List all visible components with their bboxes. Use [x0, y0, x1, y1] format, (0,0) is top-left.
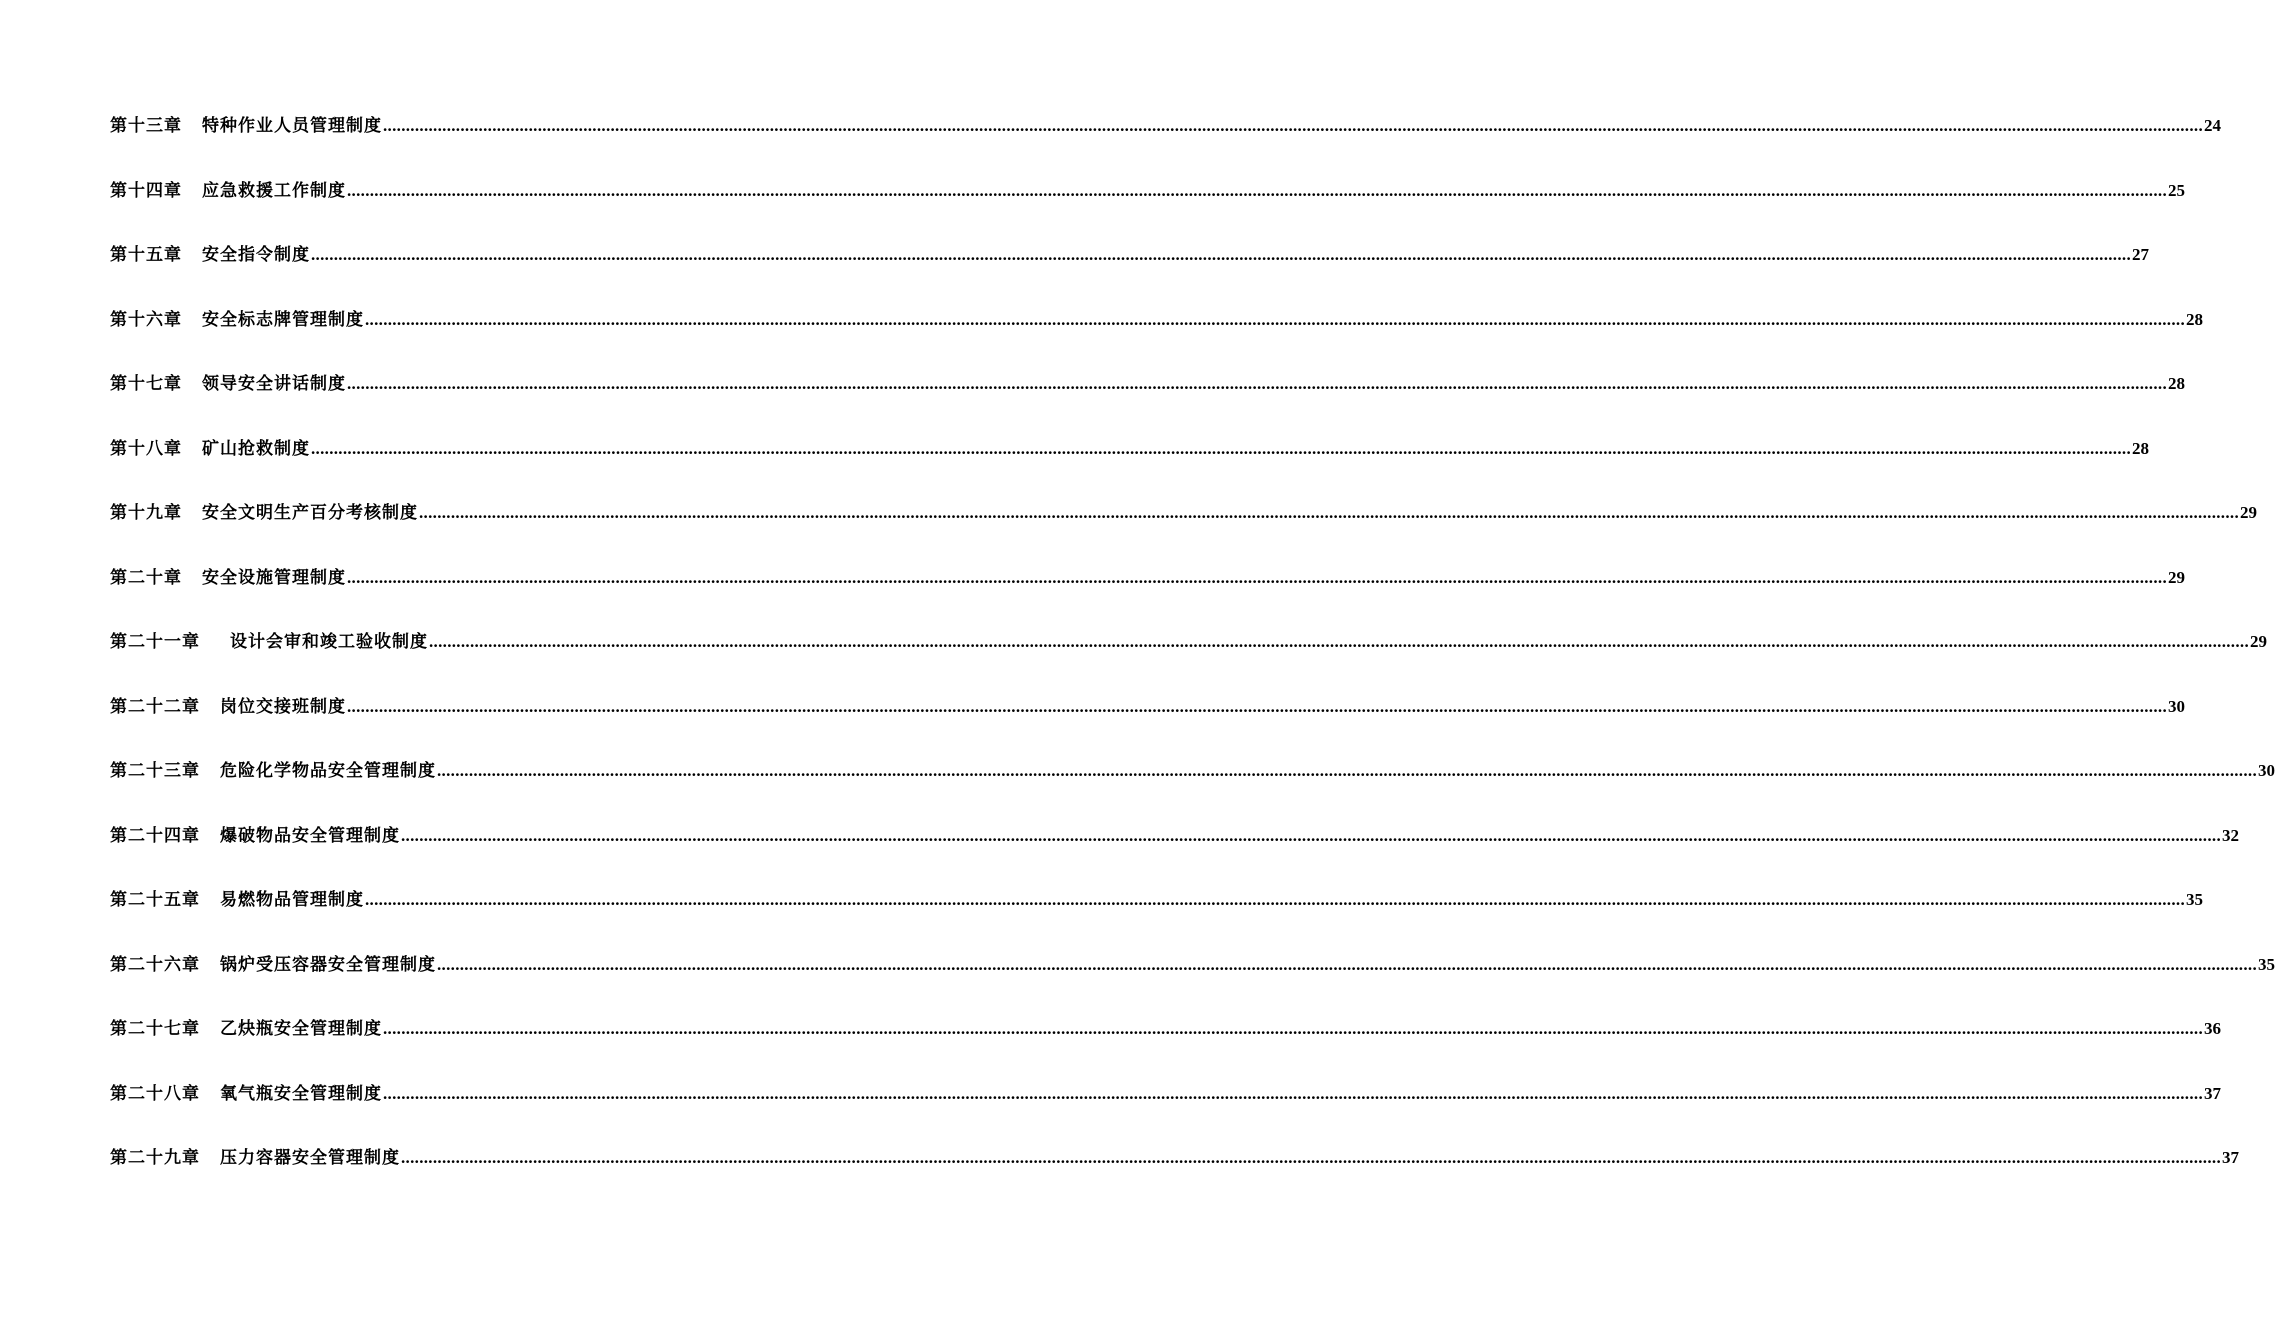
- chapter-title: 安全设施管理制度: [202, 567, 346, 588]
- chapter-number: 第十五章: [110, 245, 182, 265]
- chapter-number: 第二十八章: [110, 1083, 200, 1104]
- chapter-number: 第二十九章: [110, 1148, 200, 1168]
- toc-entry[interactable]: [110, 437, 2149, 502]
- chapter-title: 压力容器安全管理制度: [220, 1148, 400, 1168]
- toc-entry[interactable]: [110, 1017, 2221, 1082]
- chapter-number: 第二十四章: [110, 825, 200, 846]
- chapter-title: 安全指令制度: [202, 245, 310, 265]
- dot-leader: ................................................................................................................................................................................................................................................................................................................................................................................................................: [311, 245, 2131, 264]
- toc-entry[interactable]: [110, 695, 2185, 760]
- chapter-number: 第二十章: [110, 567, 182, 588]
- chapter-title: 应急救援工作制度: [202, 180, 346, 201]
- dot-leader: ................................................................................................................................................................................................................................................................................................................................................................................................................: [383, 1019, 2203, 1038]
- dot-leader: ................................................................................................................................................................................................................................................................................................................................................................................................................: [347, 180, 2167, 200]
- dot-leader: ................................................................................................................................................................................................................................................................................................................................................................................................................: [429, 632, 2249, 651]
- page-number: 37: [2204, 1083, 2221, 1103]
- toc-entry[interactable]: [110, 501, 2257, 566]
- toc-entry[interactable]: [110, 308, 2203, 373]
- chapter-number: 第十六章: [110, 309, 182, 330]
- page-number: 29: [2168, 567, 2185, 587]
- dot-leader: ................................................................................................................................................................................................................................................................................................................................................................................................................: [437, 954, 2257, 974]
- dot-leader: ................................................................................................................................................................................................................................................................................................................................................................................................................: [365, 890, 2185, 909]
- dot-leader: ................................................................................................................................................................................................................................................................................................................................................................................................................: [311, 438, 2131, 458]
- toc-entry[interactable]: [110, 888, 2203, 953]
- dot-leader: ................................................................................................................................................................................................................................................................................................................................................................................................................: [383, 1083, 2203, 1103]
- page-number: 30: [2168, 696, 2185, 716]
- toc-entry[interactable]: [110, 114, 2221, 179]
- toc-entry[interactable]: [110, 824, 2239, 889]
- chapter-number: 第二十五章: [110, 890, 200, 910]
- chapter-title: 氧气瓶安全管理制度: [220, 1083, 382, 1104]
- toc-entry[interactable]: [110, 372, 2185, 437]
- chapter-title: 安全标志牌管理制度: [202, 309, 364, 330]
- chapter-number: 第十七章: [110, 374, 182, 394]
- chapter-title: 岗位交接班制度: [220, 696, 346, 717]
- page-number: 28: [2132, 438, 2149, 458]
- page-number: 35: [2258, 954, 2275, 974]
- chapter-number: 第二十一章: [110, 632, 200, 652]
- chapter-number: 第十三章: [110, 116, 182, 136]
- toc-entry[interactable]: [110, 953, 2275, 1018]
- dot-leader: ................................................................................................................................................................................................................................................................................................................................................................................................................: [419, 503, 2239, 522]
- chapter-number: 第二十二章: [110, 696, 200, 717]
- page-number: 37: [2222, 1148, 2239, 1167]
- dot-leader: ................................................................................................................................................................................................................................................................................................................................................................................................................: [437, 761, 2257, 780]
- dot-leader: ................................................................................................................................................................................................................................................................................................................................................................................................................: [347, 567, 2167, 587]
- toc-entry[interactable]: [110, 179, 2185, 244]
- dot-leader: ................................................................................................................................................................................................................................................................................................................................................................................................................: [347, 374, 2167, 393]
- chapter-number: 第二十七章: [110, 1019, 200, 1039]
- page-number: 29: [2240, 503, 2257, 522]
- chapter-title: 特种作业人员管理制度: [202, 116, 382, 136]
- chapter-number: 第二十三章: [110, 761, 200, 781]
- page-number: 24: [2204, 116, 2221, 135]
- page-number: 27: [2132, 245, 2149, 264]
- chapter-title: 锅炉受压容器安全管理制度: [220, 954, 436, 975]
- dot-leader: ................................................................................................................................................................................................................................................................................................................................................................................................................: [383, 116, 2203, 135]
- page-number: 30: [2258, 761, 2275, 780]
- chapter-title: 安全文明生产百分考核制度: [202, 503, 418, 523]
- chapter-title: 领导安全讲话制度: [202, 374, 346, 394]
- chapter-title: 设计会审和竣工验收制度: [230, 632, 428, 652]
- toc-entry[interactable]: [110, 1146, 2239, 1211]
- page-number: 36: [2204, 1019, 2221, 1038]
- dot-leader: ................................................................................................................................................................................................................................................................................................................................................................................................................: [401, 1148, 2221, 1167]
- chapter-title: 矿山抢救制度: [202, 438, 310, 459]
- toc-entry[interactable]: [110, 243, 2149, 308]
- chapter-title: 危险化学物品安全管理制度: [220, 761, 436, 781]
- toc-entry[interactable]: [110, 630, 2267, 695]
- page-number: 32: [2222, 825, 2239, 845]
- page-number: 25: [2168, 180, 2185, 200]
- chapter-number: 第十四章: [110, 180, 182, 201]
- chapter-title: 爆破物品安全管理制度: [220, 825, 400, 846]
- toc-entry[interactable]: [110, 759, 2275, 824]
- dot-leader: ................................................................................................................................................................................................................................................................................................................................................................................................................: [365, 309, 2185, 329]
- dot-leader: ................................................................................................................................................................................................................................................................................................................................................................................................................: [401, 825, 2221, 845]
- chapter-number: 第十九章: [110, 503, 182, 523]
- chapter-number: 第十八章: [110, 438, 182, 459]
- chapter-number: 第二十六章: [110, 954, 200, 975]
- chapter-title: 易燃物品管理制度: [220, 890, 364, 910]
- toc-entry[interactable]: [110, 1082, 2221, 1147]
- dot-leader: ................................................................................................................................................................................................................................................................................................................................................................................................................: [347, 696, 2167, 716]
- toc-entry[interactable]: [110, 566, 2185, 631]
- chapter-title: 乙炔瓶安全管理制度: [220, 1019, 382, 1039]
- page-number: 28: [2168, 374, 2185, 393]
- page-number: 28: [2186, 309, 2203, 329]
- table-of-contents: [110, 114, 2275, 1211]
- page-number: 29: [2250, 632, 2267, 651]
- page-number: 35: [2186, 890, 2203, 909]
